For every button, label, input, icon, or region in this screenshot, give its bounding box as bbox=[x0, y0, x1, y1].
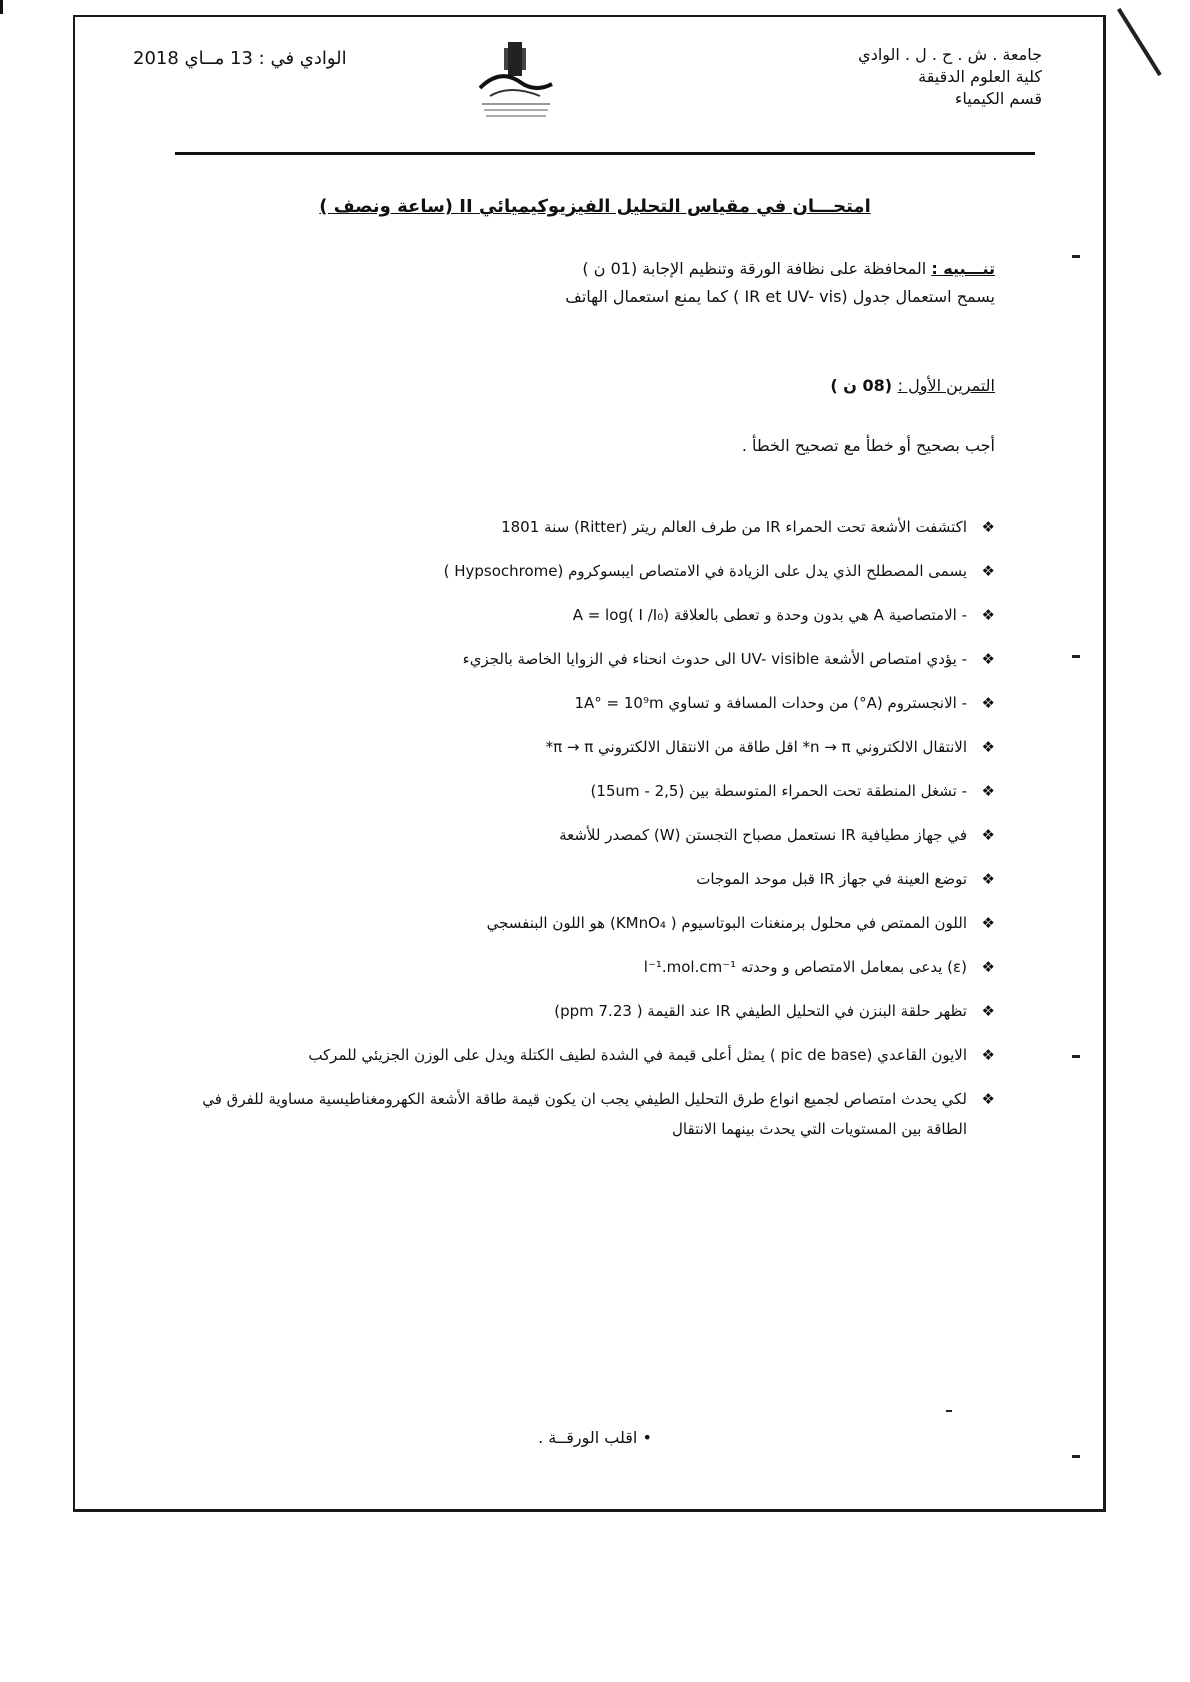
statement-text: الايون القاعدي (pic de base ) يمثل أعلى قيمة في الشدة لطيف الكتلة ويدل على الوزن الجزيئي للمركب bbox=[308, 1046, 967, 1064]
statement-text: لكي يحدث امتصاص لجميع انواع طرق التحليل الطيفي يجب ان يكون قيمة طاقة الأشعة الكهرومغناطيسية مساوية للفرق في الطاقة بين المستويات التي يحدث بينهما الانتقال bbox=[202, 1090, 967, 1138]
statement-item bbox=[175, 864, 995, 894]
turn-page-note: • اقلب الورقــة . bbox=[538, 1428, 652, 1447]
statement-item bbox=[175, 776, 995, 806]
bullet-icon: ❖ bbox=[981, 738, 995, 756]
bullet-icon: ❖ bbox=[981, 1090, 995, 1108]
statement-text: - الامتصاصية A هي بدون وحدة و تعطى بالعلاقة A = log( I /I₀) bbox=[572, 606, 967, 624]
bullet-icon: ❖ bbox=[981, 1046, 995, 1064]
statement-text: الانتقال الالكتروني n → π* اقل طاقة من الانتقال الالكتروني π → π* bbox=[545, 738, 967, 756]
statement-text: - تشغل المنطقة تحت الحمراء المتوسطة بين (2,5 - 15um) bbox=[590, 782, 967, 800]
statement-item bbox=[175, 512, 995, 542]
university-name: جامعة . ش . ح . ل . الوادي bbox=[858, 45, 1042, 64]
corner-stroke bbox=[1117, 8, 1162, 76]
bullet-icon: ❖ bbox=[981, 694, 995, 712]
scan-mark bbox=[0, 0, 3, 14]
statement-text: تظهر حلقة البنزن في التحليل الطيفي IR عند القيمة ( 7.23 ppm) bbox=[554, 1002, 967, 1020]
faculty-name: كلية العلوم الدقيقة bbox=[918, 67, 1042, 86]
statement-text: توضع العينة في جهاز IR قبل موحد الموجات bbox=[696, 870, 967, 888]
statement-text: اللون الممتص في محلول برمنغنات البوتاسيوم ( KMnO₄) هو اللون البنفسجي bbox=[486, 914, 967, 932]
exam-date: الوادي في : 13 مــاي 2018 bbox=[133, 48, 347, 69]
statement-item bbox=[175, 1040, 995, 1070]
statement-item bbox=[175, 556, 995, 586]
bullet-icon: ❖ bbox=[981, 562, 995, 580]
exercise-instruction: أجب بصحيح أو خطأ مع تصحيح الخطأ . bbox=[741, 436, 995, 455]
note-line-1: المحافظة على نظافة الورقة وتنظيم الإجابة (01 ن ) bbox=[582, 259, 927, 278]
exercise-label: التمرين الأول : bbox=[897, 376, 995, 395]
exercise-points: (08 ن ) bbox=[830, 376, 893, 395]
bullet-icon: ❖ bbox=[981, 1002, 995, 1020]
exercise-title bbox=[830, 376, 995, 395]
bullet-icon: ❖ bbox=[981, 518, 995, 536]
department-name: قسم الكيمياء bbox=[954, 89, 1042, 108]
bullet-icon: ❖ bbox=[981, 650, 995, 668]
note-block bbox=[565, 255, 995, 311]
statement-item bbox=[175, 688, 995, 718]
bullet-icon: ❖ bbox=[981, 826, 995, 844]
note-label: تنـــبيه : bbox=[931, 259, 995, 278]
header-rule bbox=[175, 152, 1035, 155]
bullet-icon: ❖ bbox=[981, 870, 995, 888]
statement-text: (ε) يدعى بمعامل الامتصاص و وحدته l⁻¹.mol.cm⁻¹ bbox=[643, 958, 967, 976]
bullet-icon: ❖ bbox=[981, 958, 995, 976]
statement-item bbox=[175, 732, 995, 762]
exam-title: امتحـــان في مقياس التحليل الفيزيوكيميائي II (ساعة ونصف ) bbox=[319, 196, 871, 217]
statement-text: في جهاز مطيافية IR نستعمل مصباح التجستن (W) كمصدر للأشعة bbox=[559, 826, 967, 844]
statement-text: - الانجستروم (A°) من وحدات المسافة و تساوي 1A° = 10⁹m bbox=[574, 694, 967, 712]
statement-item bbox=[175, 952, 995, 982]
bullet-icon: ❖ bbox=[981, 782, 995, 800]
note-line-2: يسمح استعمال جدول (IR et UV- vis ) كما يمنع استعمال الهاتف bbox=[565, 287, 995, 306]
scan-mark bbox=[946, 1410, 952, 1412]
university-logo-icon bbox=[470, 38, 560, 126]
bullet-icon: ❖ bbox=[981, 606, 995, 624]
bullet-icon: ❖ bbox=[981, 914, 995, 932]
statement-item bbox=[175, 908, 995, 938]
statement-list bbox=[175, 512, 995, 1158]
institution-header bbox=[858, 44, 1042, 110]
statement-item bbox=[175, 996, 995, 1026]
statement-item bbox=[175, 820, 995, 850]
statement-text: يسمى المصطلح الذي يدل على الزيادة في الامتصاص ايبسوكروم (Hypsochrome ) bbox=[443, 562, 967, 580]
statement-item bbox=[175, 600, 995, 630]
statement-item bbox=[175, 644, 995, 674]
statement-text: - يؤدي امتصاص الأشعة UV- visible الى حدوث انحناء في الزوايا الخاصة بالجزيء bbox=[462, 650, 967, 668]
statement-item bbox=[175, 1084, 995, 1144]
statement-text: اكتشفت الأشعة تحت الحمراء IR من طرف العالم ريتر (Ritter) سنة 1801 bbox=[501, 518, 967, 536]
